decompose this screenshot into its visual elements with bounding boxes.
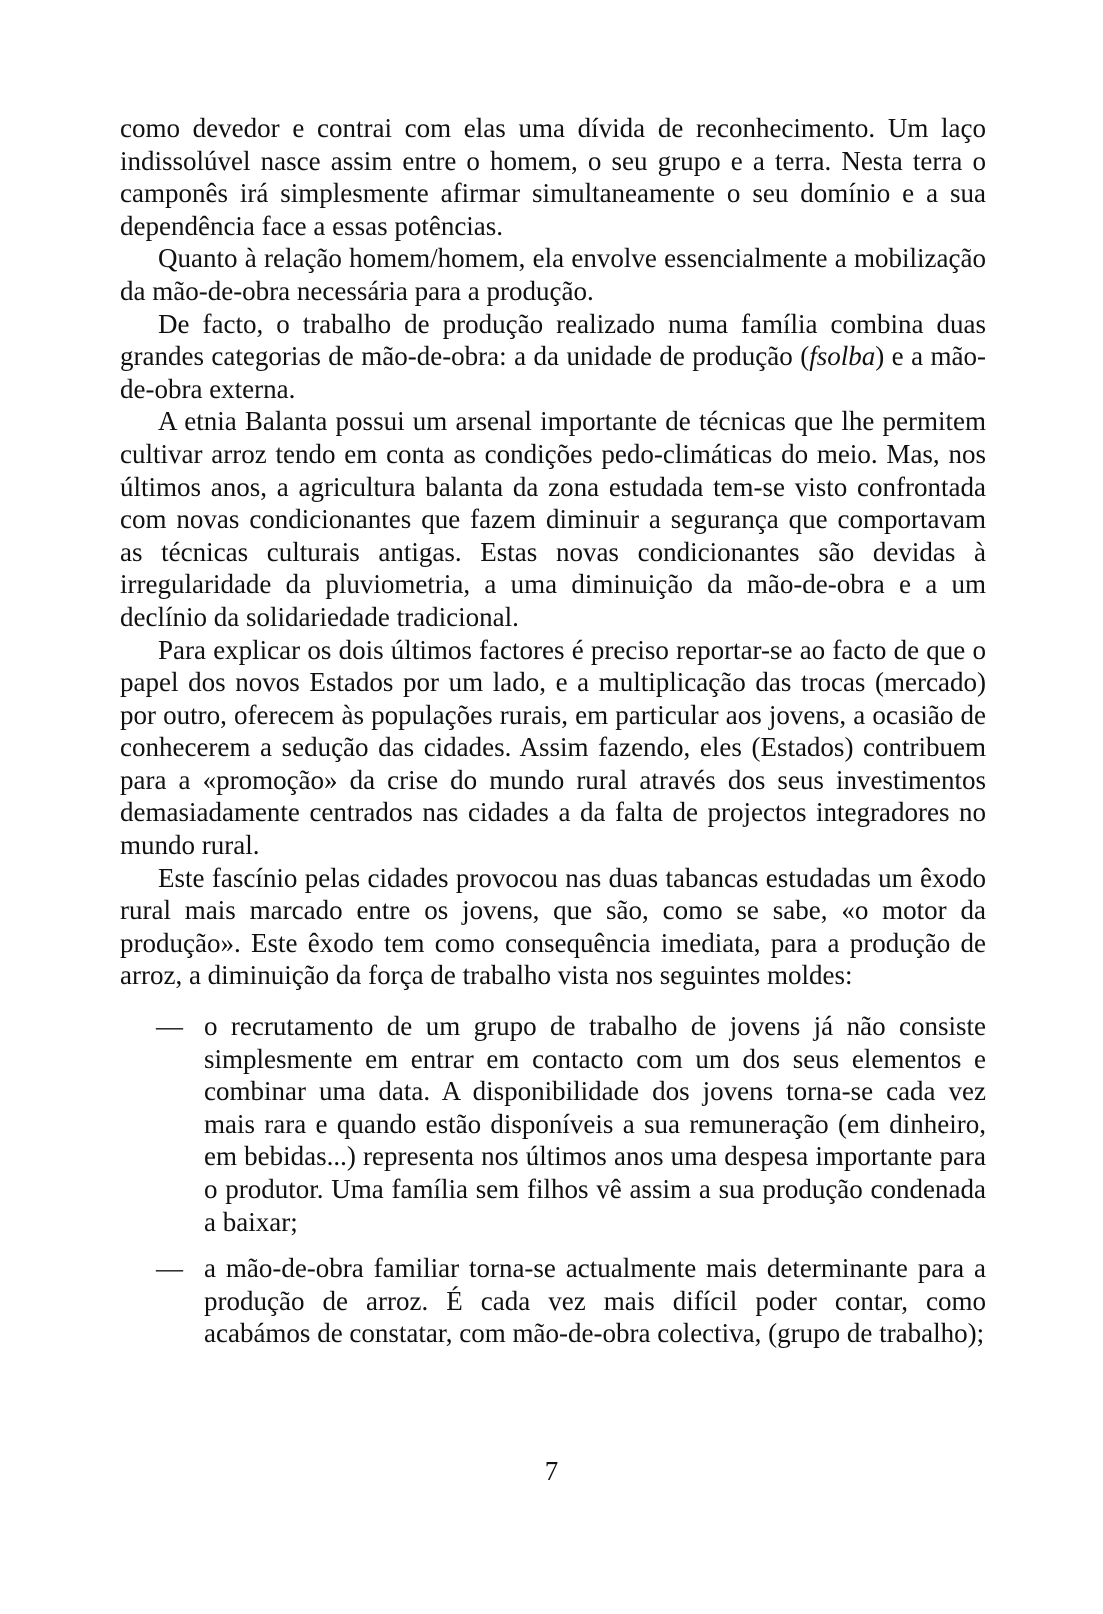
consequence-list bbox=[120, 1010, 986, 1350]
list-item-text: a mão-de-obra familiar torna-se actualmente mais determinante para a produção de arroz. É cada vez mais difícil poder contar, como acabámos de constatar, com mão-de-obra colectiva, (grupo de trabalho); bbox=[204, 1253, 986, 1349]
paragraph-balanta-techniques: A etnia Balanta possui um arsenal importante de técnicas que lhe permitem cultivar arroz tendo em conta as condições pedo-climáticas do meio. Mas, nos últimos anos, a agricultura balanta da zona estudada tem-se visto confrontada com novas condicionantes que fazem diminuir a segurança que comportavam as técnicas culturais antigas. Estas novas condicionantes são devidas à irregularidade da pluviometria, a uma diminuição da mão-de-obra e a um declínio da solidariedade tradicional. bbox=[120, 406, 986, 632]
paragraph-continuation: como devedor e contrai com elas uma dívida de reconhecimento. Um laço indissolúvel nasce assim entre o homem, o seu grupo e a terra. Nesta terra o camponês irá simplesmente afirmar simultaneamente o seu domínio e a sua dependência face a essas potências. bbox=[120, 113, 986, 241]
page-number: 7 bbox=[544, 1456, 559, 1486]
paragraph-relation: Quanto à relação homem/homem, ela envolve essencialmente a mobilização da mão-de-obra necessária para a produção. bbox=[120, 243, 986, 306]
paragraph-rural-exodus: Este fascínio pelas cidades provocou nas duas tabancas estudadas um êxodo rural mais marcado entre os jovens, que são, como se sabe, «o motor da produção». Este êxodo tem como consequência imediata, para a produção de arroz, a diminuição da força de trabalho vista nos seguintes moldes: bbox=[120, 862, 986, 991]
paragraph-text-before: De facto, o trabalho de produção realizado numa família combina duas grandes categorias de mão-de-obra: a da unidade de produção ( bbox=[120, 308, 986, 372]
paragraph-explanation: Para explicar os dois últimos factores é preciso reportar-se ao facto de que o papel dos novos Estados por um lado, e a multiplicação das trocas (mercado) por outro, oferecem às populações rurais, em particular aos jovens, a ocasião de conhecerem a sedução das cidades. Assim fazendo, eles (Estados) contribuem para a «promoção» da crise do mundo rural através dos seus investimentos demasiadamente centrados nas cidades a da falta de projectos integradores no mundo rural. bbox=[120, 634, 986, 861]
page-body bbox=[120, 112, 986, 1364]
paragraph-labour-categories bbox=[120, 308, 986, 406]
list-item bbox=[120, 1010, 986, 1238]
list-item bbox=[120, 1252, 986, 1350]
list-dash: — bbox=[156, 1011, 183, 1042]
list-dash: — bbox=[156, 1253, 183, 1284]
italic-term: fsolba bbox=[809, 341, 876, 372]
list-item-text: o recrutamento de um grupo de trabalho de jovens já não consiste simplesmente em entrar em contacto com um dos seus elementos e combinar uma data. A disponibilidade dos jovens torna-se cada vez mais rara e quando estão disponíveis a sua remuneração (em dinheiro, em bebidas...) representa nos últimos anos uma despesa importante para o produtor. Uma família sem filhos vê assim a sua produção condenada a baixar; bbox=[204, 1011, 986, 1237]
paragraph-text-after: ) e a mão-de-obra externa. bbox=[120, 341, 987, 404]
